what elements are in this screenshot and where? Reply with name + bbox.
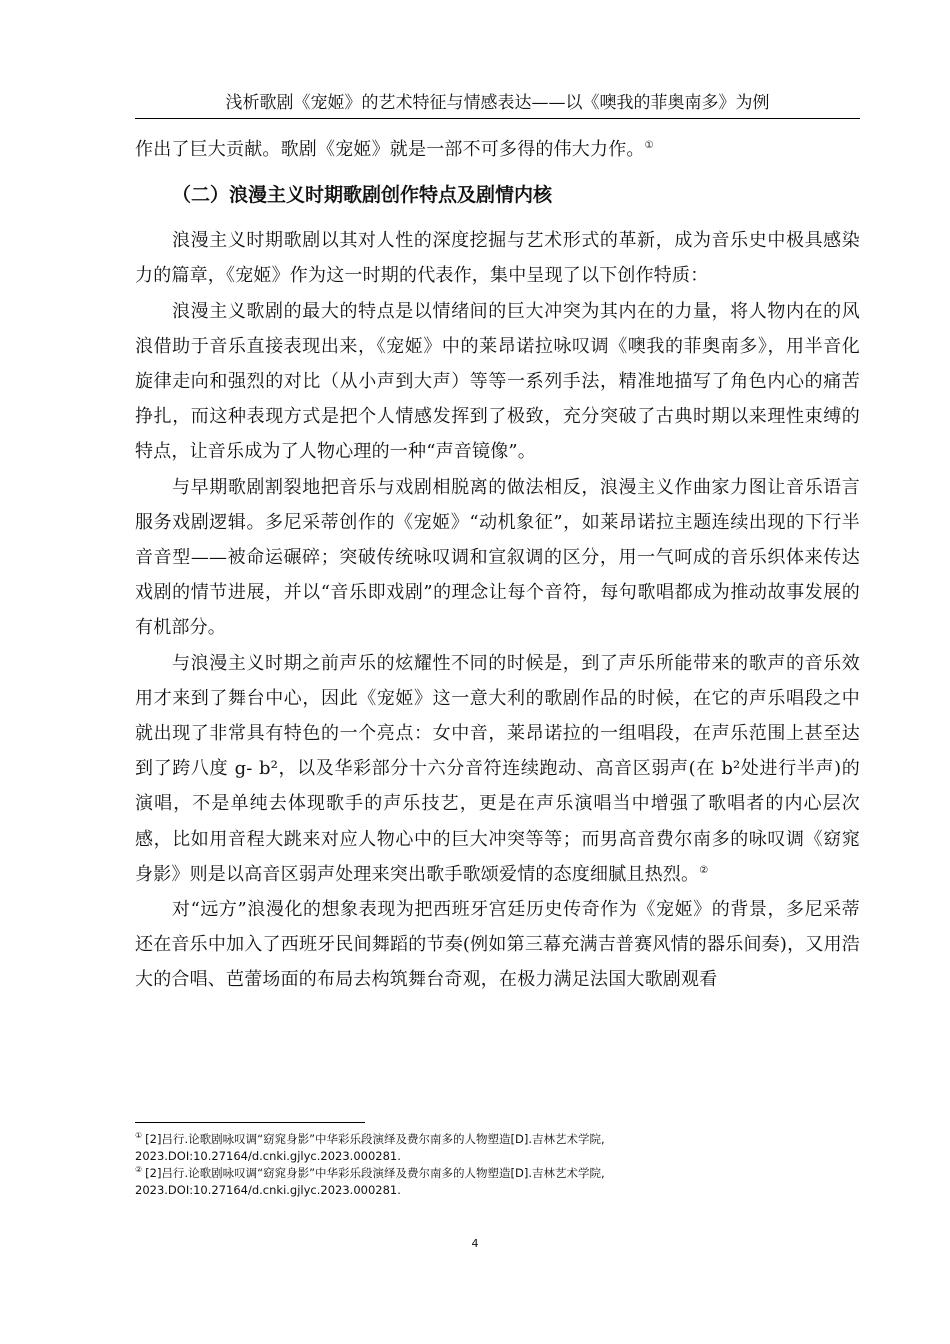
running-header-title: 浅析歌剧《宠姬》的艺术特征与情感表达——以《噢我的菲奥南多》为例 xyxy=(225,93,770,113)
page-number: 4 xyxy=(471,1237,479,1250)
section-heading: （二）浪漫主义时期歌剧创作特点及剧情内核 xyxy=(172,184,553,207)
footnote-1-mark: ① xyxy=(135,1131,143,1141)
continuation-text: 作出了巨大贡献。歌剧《宠姬》就是一部不可多得的伟大力作。 xyxy=(135,139,645,160)
footnote-1-line1: [2]吕行.论歌剧咏叹调“窈窕身影”中华彩乐段演绎及费尔南多的人物塑造[D].吉林艺术学院, xyxy=(145,1132,605,1146)
footnote-2 xyxy=(135,1165,860,1199)
footnote-ref-2[interactable]: ② xyxy=(699,864,709,876)
footnote-1 xyxy=(135,1131,860,1165)
body-text xyxy=(135,132,860,998)
footnote-2-line2: 2023.DOI:10.27164/d.cnki.gjlyc.2023.000281. xyxy=(135,1183,401,1197)
continuation-paragraph xyxy=(135,132,860,167)
paragraph-3: 与早期歌剧割裂地把音乐与戏剧相脱离的做法相反，浪漫主义作曲家力图让音乐语言服务戏剧逻辑。多尼采蒂创作的《宠姬》“动机象征”，如莱昂诺拉主题连续出现的下行半音音型——被命运碾碎；突破传统咏叹调和宣叙调的区分，用一气呵成的音乐织体来传达戏剧的情节进展，并以“音乐即戏剧”的理念让每个音符，每句歌唱都成为推动故事发展的有机部分。 xyxy=(135,476,860,639)
paragraph-4 xyxy=(135,646,860,892)
running-header xyxy=(135,92,860,119)
footnote-2-line1: [2]吕行.论歌剧咏叹调“窈窕身影”中华彩乐段演绎及费尔南多的人物塑造[D].吉林艺术学院, xyxy=(145,1166,605,1180)
footnote-separator xyxy=(135,1122,365,1123)
footnote-2-mark: ② xyxy=(135,1165,143,1175)
paragraph-2: 浪漫主义歌剧的最大的特点是以情绪间的巨大冲突为其内在的力量，将人物内在的风浪借助于音乐直接表现出来，《宠姬》中的莱昂诺拉咏叹调《噢我的菲奥南多》，用半音化旋律走向和强烈的对比（从小声到大声）等等一系列手法，精准地描写了角色内心的痛苦挣扎，而这种表现方式是把个人情感发挥到了极致，充分突破了古典时期以来理性束缚的特点，让音乐成为了人物心理的一种“声音镜像”。 xyxy=(135,300,860,463)
footnotes xyxy=(135,1131,860,1199)
footnote-1-line2: 2023.DOI:10.27164/d.cnki.gjlyc.2023.000281. xyxy=(135,1149,401,1163)
paragraph-5: 对“远方”浪漫化的想象表现为把西班牙宫廷历史传奇作为《宠姬》的背景，多尼采蒂还在音乐中加入了西班牙民间舞蹈的节奏(例如第三幕充满吉普赛风情的器乐间奏)，又用浩大的合唱、芭蕾场面的布局去构筑舞台奇观，在极力满足法国大歌剧观看 xyxy=(135,899,860,991)
paragraph-4-text: 与浪漫主义时期之前声乐的炫耀性不同的时候是，到了声乐所能带来的歌声的音乐效用才来到了舞台中心，因此《宠姬》这一意大利的歌剧作品的时候，在它的声乐唱段之中就出现了非常具有特色的一个亮点：女中音，莱昂诺拉的一组唱段，在声乐范围上甚至达到了跨八度 g- b²，以及华彩部分十六分音符连续跑动、高音区弱声(在 b²处进行半声)的演唱，不是单纯去体现歌手的声乐技艺，更是在声乐演唱当中增强了歌唱者的内心层次感，比如用音程大跳来对应人物心中的巨大冲突等等；而男高音费尔南多的咏叹调《窈窕身影》则是以高音区弱声处理来突出歌手歌颂爱情的态度细腻且热烈。 xyxy=(135,652,860,885)
paragraph-1: 浪漫主义时期歌剧以其对人性的深度挖掘与艺术形式的革新，成为音乐史中极具感染力的篇章，《宠姬》作为这一时期的代表作，集中呈现了以下创作特质： xyxy=(135,230,860,287)
footnote-ref-1[interactable]: ① xyxy=(644,140,654,151)
